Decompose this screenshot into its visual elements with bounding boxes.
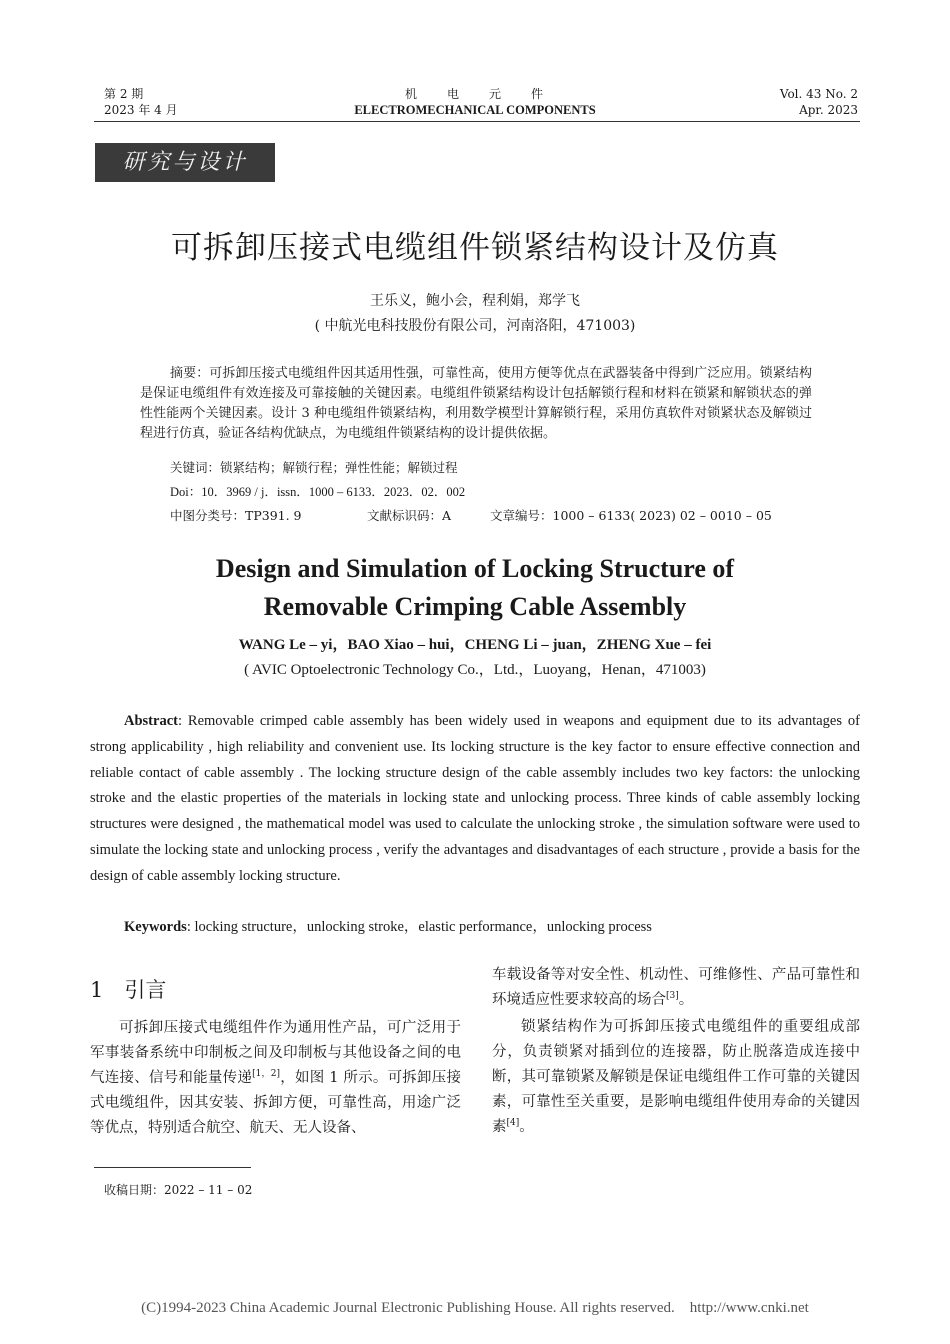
body-right-column	[492, 963, 860, 1140]
abstract-en-label: Abstract	[124, 713, 178, 729]
document-code: 文献标识码：A	[367, 508, 452, 523]
journal-name-en: ELECTROMECHANICAL COMPONENTS	[354, 103, 596, 117]
citation-3: [3]	[666, 991, 679, 1002]
abstract-en	[90, 709, 860, 890]
received-date: 收稿日期：2022 – 11 – 02	[104, 1183, 253, 1197]
right-paragraph-1: 车载设备等对安全性、机动性、可维修性、产品可靠性和环境适应性要求较高的场合	[492, 967, 860, 1008]
issue-number: 第 2 期	[104, 87, 144, 101]
keywords-en-label: Keywords	[124, 919, 187, 935]
right-paragraph-1-end: 。	[678, 992, 694, 1008]
clc-number: 中图分类号：TP391. 9	[170, 508, 302, 523]
abstract-en-text: : Removable crimped cable assembly has been widely used in weapons and equipment due to its advantages of strong applicability , high reliability and convenient use. Its locking structure is the key factor to ensure effective connection and reliable contact of cable assembly . The locking structure design of the cable assembly includes two key factors: the unlocking stroke and the elastic properties of the materials in locking state and unlocking process. Three kinds of cable assembly locking structures were designed , the mathematical model was used to calculate the unlocking stroke , the simulation software were used to simulate the locking state and unlocking process , verify the advantages and disadvantages of each structure , provide a basis for the design of cable assembly locking structure.	[90, 713, 860, 884]
affiliation-cn: ( 中航光电科技股份有限公司，河南洛阳，471003)	[314, 318, 636, 334]
footnote-rule	[94, 1167, 251, 1168]
keywords-cn: 关键词：锁紧结构；解锁行程；弹性性能；解锁过程	[170, 460, 458, 475]
journal-name-cn: 机 电 元 件	[404, 87, 545, 101]
abstract-cn	[140, 364, 812, 444]
paper-title-en-line2: Removable Crimping Cable Assembly	[263, 592, 687, 621]
affiliation-en: ( AVIC Optoelectronic Technology Co.，Ltd.，Luoyang，Henan，471003)	[244, 662, 706, 678]
keywords-en-text: : locking structure，unlocking stroke，elastic performance，unlocking process	[186, 919, 652, 935]
section-heading-introduction: 1 引言	[90, 978, 167, 1002]
header-rule	[94, 121, 860, 122]
abstract-cn-text: 摘要：可拆卸压接式电缆组件因其适用性强，可靠性高，使用方便等优点在武器装备中得到广泛应用。锁紧结构是保证电缆组件有效连接及可靠接触的关键因素。电缆组件锁紧结构设计包括解锁行程和材料在锁紧和解锁状态的弹性性能两个关键因素。设计 3 种电缆组件锁紧结构，利用数学模型计算解锁行程，采用仿真软件对锁紧状态及解锁过程进行仿真，验证各结构优缺点，为电缆组件锁紧结构的设计提供依据。	[140, 366, 812, 441]
intro-paragraph-cont: ，如图 1 所示。可拆卸压接式电缆组件，因其安装、拆卸方便，可靠性高，用途广泛等优点，特别适合航空、航天、无人设备、	[90, 1070, 462, 1136]
article-number: 文章编号：1000 – 6133( 2023) 02 – 0010 – 05	[490, 508, 772, 523]
authors-cn: 王乐义，鲍小会，程利娟，郑学飞	[370, 293, 580, 309]
citation-4: [4]	[506, 1118, 520, 1129]
intro-paragraph: 可拆卸压接式电缆组件作为通用性产品，可广泛用于军事装备系统中印制板之间及印制板与其他设备之间的电气连接、信号和能量传递	[90, 1020, 461, 1086]
body-left-column	[90, 1016, 461, 1141]
issue-date: 2023 年 4 月	[104, 103, 178, 117]
volume-number: Vol. 43 No. 2	[779, 87, 858, 101]
paper-title-en-line1: Design and Simulation of Locking Structure of	[215, 554, 735, 583]
keywords-en	[90, 915, 860, 941]
right-paragraph-2: 锁紧结构作为可拆卸压接式电缆组件的重要组成部分，负责锁紧对插到位的连接器，防止脱落造成连接中断，其可靠锁紧及解锁是保证电缆组件工作可靠的关键因素，可靠性至关重要，是影响电缆组件使用寿命的关键因素	[492, 1019, 860, 1135]
section-banner: 研究与设计	[95, 143, 275, 182]
authors-en: WANG Le – yi，BAO Xiao – hui，CHENG Li – juan，ZHENG Xue – fei	[238, 637, 712, 653]
paper-title-cn: 可拆卸压接式电缆组件锁紧结构设计及仿真	[171, 230, 779, 266]
copyright-notice: (C)1994-2023 China Academic Journal Electronic Publishing House. All rights reserved. http://www.cnki.net	[141, 1300, 809, 1316]
right-paragraph-2-end: 。	[519, 1119, 534, 1135]
issue-date-en: Apr. 2023	[799, 103, 858, 117]
citation-1-2: [1，2]	[252, 1069, 281, 1080]
doi: Doi：10．3969 / j．issn．1000 – 6133．2023．02．002	[170, 485, 466, 499]
